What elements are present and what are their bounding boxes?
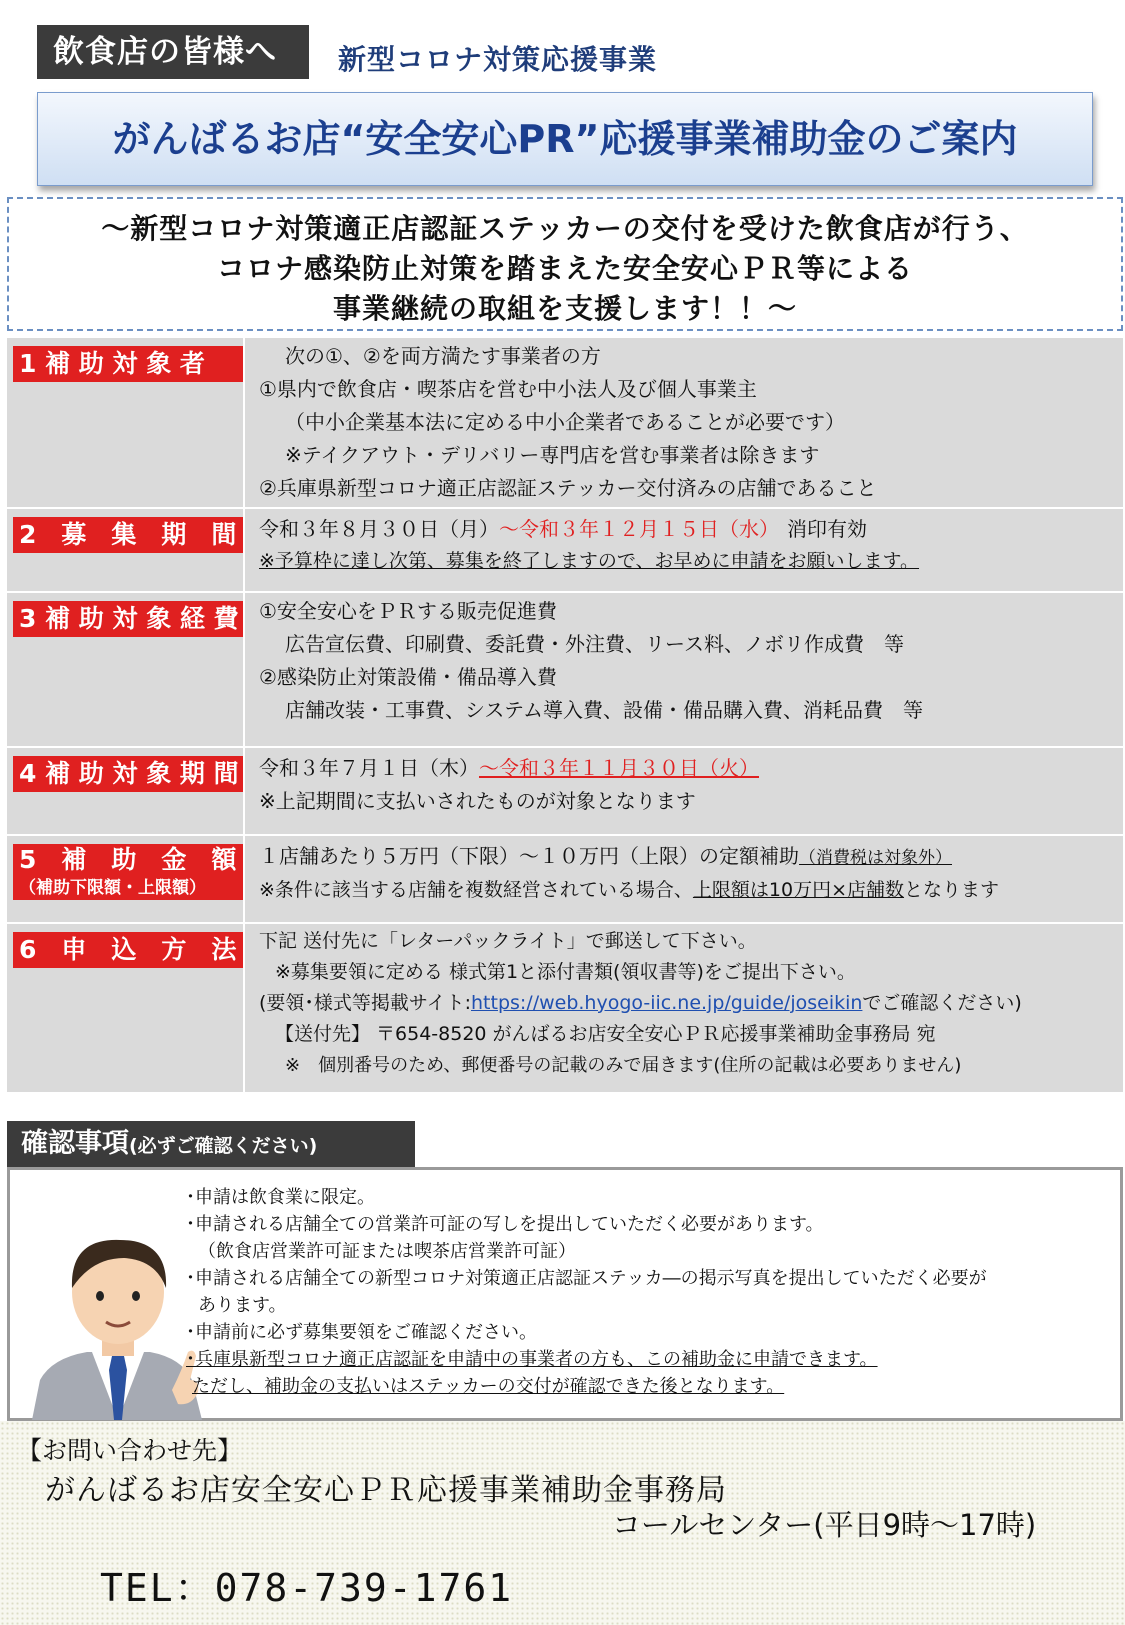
contact-organization: がんばるお店安全安心ＰＲ応援事業補助金事務局 <box>45 1473 727 1508</box>
body-line: 下記 送付先に「レターパックライト」で郵送して下さい。 <box>259 930 757 952</box>
period-end: ～令和３年１２月１５日（水） <box>499 517 779 541</box>
confirm-title-text: 確認事項 <box>21 1128 129 1159</box>
intro-line: コロナ感染防止対策を踏まえた安全安心ＰＲ等による <box>216 252 913 285</box>
list-item: ･申請は飲食業に限定。 <box>186 1187 375 1208</box>
list-item: ･申請される店舗全ての営業許可証の写しを提出していただく必要があります。 <box>186 1214 824 1235</box>
list-item: （飲食店営業許可証または喫茶店営業許可証） <box>198 1241 576 1262</box>
intro-box <box>7 197 1123 331</box>
list-item: あります。 <box>198 1295 287 1316</box>
section-label: 4 補 助 対 象 期 間 <box>13 756 243 792</box>
call-center-hours: コールセンター(平日9時～17時) <box>612 1508 1037 1542</box>
list-item: ･申請前に必ず募集要領をご確認ください。 <box>186 1322 537 1343</box>
body-line: 広告宣伝費、印刷費、委託費・外注費、リース料、ノボリ作成費 等 <box>285 632 904 656</box>
body-line: ①県内で飲食店・喫茶店を営む中小法人及び個人事業主 <box>259 377 757 401</box>
body-line: 店舗改装・工事費、システム導入費、設備・備品購入費、消耗品費 等 <box>285 698 923 722</box>
intro-line: 事業継続の取組を支援します！！～ <box>332 292 797 325</box>
confirm-title <box>7 1121 415 1167</box>
section-application <box>7 924 1123 1094</box>
section-label: 1 補 助 対 象 者 <box>13 346 243 382</box>
phone-number[interactable]: TEL：078-739-1761 <box>100 1566 514 1610</box>
multi-store-note: ※条件に該当する店舗を複数経営されている場合、 <box>259 879 693 901</box>
intro-line: ～新型コロナ対策適正店認証ステッカーの交付を受けた飲食店が行う、 <box>101 212 1029 245</box>
section-label-cell <box>7 338 245 507</box>
body-line: ※テイクアウト・デリバリー専門店を営む事業者は除きます <box>285 443 820 467</box>
section-body <box>245 509 1123 591</box>
businessman-icon <box>32 1230 202 1420</box>
page-title: がんばるお店“安全安心PR”応援事業補助金のご案内 <box>112 117 1018 161</box>
section-amount <box>7 836 1123 924</box>
body-line <box>259 513 1123 546</box>
body-line: 次の①、②を両方満たす事業者の方 <box>285 344 601 368</box>
eligible-start: 令和３年７月１日（木） <box>259 756 479 780</box>
confirm-title-sub: (必ずご確認ください) <box>129 1135 318 1157</box>
section-label-cell <box>7 509 245 591</box>
confirm-box <box>7 1167 1123 1421</box>
confirm-section <box>7 1121 1123 1421</box>
section-expenses <box>7 593 1123 748</box>
section-label-cell <box>7 836 245 922</box>
budget-note: ※予算枠に達し次第、募集を終了しますので、お早めに申請をお願いします。 <box>259 550 920 572</box>
section-body <box>245 748 1123 834</box>
program-name: 新型コロナ対策応援事業 <box>338 43 658 76</box>
section-label: 6 申 込 方 法 <box>13 932 243 968</box>
amount-main: １店舗あたり５万円（下限）～１０万円（上限）の定額補助 <box>259 844 799 868</box>
period-start: 令和３年８月３０日（月） <box>259 517 499 541</box>
info-table <box>7 338 1123 1094</box>
site-suffix: でご確認ください) <box>862 992 1022 1014</box>
guide-link[interactable]: https://web.hyogo-iic.ne.jp/guide/joseikin <box>471 992 863 1014</box>
multi-store-suffix: となります <box>904 879 1000 901</box>
eligible-end: ～令和３年１１月３０日（火） <box>479 756 759 780</box>
section-eligibility <box>7 338 1123 509</box>
site-label: (要領･様式等掲載サイト: <box>259 992 471 1014</box>
section-body <box>245 836 1123 922</box>
section-body <box>245 593 1123 746</box>
section-label: 2 募 集 期 間 <box>13 517 243 553</box>
list-item: ･兵庫県新型コロナ適正店認証を申請中の事業者の方も、この補助金に申請できます。 <box>186 1349 878 1370</box>
section-label: 3 補 助 対 象 経 費 <box>13 601 243 637</box>
section-label-cell <box>7 748 245 834</box>
audience-banner: 飲食店の皆様へ <box>37 25 309 79</box>
contact-section <box>0 1421 1125 1625</box>
body-line: ②感染防止対策設備・備品導入費 <box>259 665 557 689</box>
confirm-list <box>186 1184 987 1400</box>
section-label-cell <box>7 593 245 746</box>
body-line: （中小企業基本法に定める中小企業者であることが必要です） <box>285 410 845 434</box>
section-body <box>245 338 1123 507</box>
body-line: ②兵庫県新型コロナ適正店認証ステッカー交付済みの店舗であること <box>259 476 877 500</box>
body-line <box>259 840 1123 875</box>
mailing-address: 【送付先】 〒654-8520 がんばるお店安全安心ＰＲ応援事業補助金事務局 宛 <box>275 1023 936 1045</box>
tax-note: （消費税は対象外） <box>799 848 952 868</box>
body-line: ※募集要領に定める 様式第1と添付書類(領収書等)をご提出下さい。 <box>275 961 856 983</box>
section-sublabel: （補助下限額・上限額） <box>13 876 243 900</box>
section-label-cell <box>7 924 245 1092</box>
list-item: ただし、補助金の支払いはステッカーの交付が確認できた後となります。 <box>192 1376 785 1397</box>
title-banner <box>37 92 1093 186</box>
list-item: ･申請される店舗全ての新型コロナ対策適正店認証ステッカ―の掲示写真を提出していただく必要が <box>186 1268 987 1289</box>
section-body <box>245 924 1123 1092</box>
section-period <box>7 509 1123 593</box>
body-line <box>259 752 1123 785</box>
body-line <box>259 875 1123 905</box>
cap-note: 上限額は10万円×店舗数 <box>692 879 905 901</box>
section-eligible-period <box>7 748 1123 836</box>
body-line <box>259 988 1123 1019</box>
body-line: ①安全安心をＰＲする販売促進費 <box>259 599 557 623</box>
body-line: ※上記期間に支払いされたものが対象となります <box>259 789 696 813</box>
contact-heading: 【お問い合わせ先】 <box>17 1436 243 1465</box>
postal-note: ※ 個別番号のため、郵便番号の記載のみで届きます(住所の記載は必要ありません) <box>285 1055 962 1076</box>
postmark-note: 消印有効 <box>787 517 867 541</box>
section-label: 5 補 助 金 額 <box>13 844 243 876</box>
